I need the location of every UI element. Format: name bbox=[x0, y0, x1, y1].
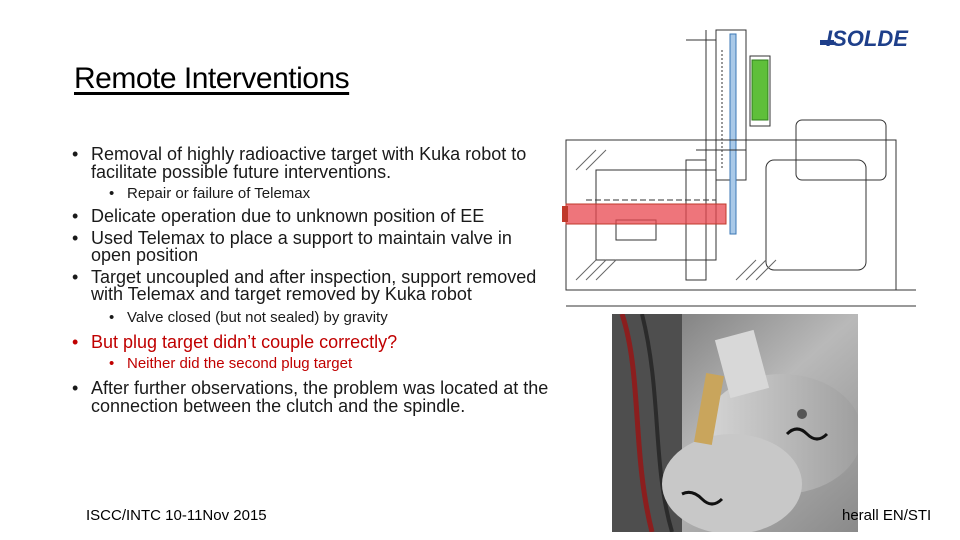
bullet-support: • Used Telemax to place a support to maintain valve in open position bbox=[72, 230, 552, 265]
technical-drawing bbox=[556, 20, 916, 318]
footer-author: herall EN/STI bbox=[842, 507, 932, 524]
bullet-plug-target: • But plug target didn’t couple correctly? bbox=[72, 334, 552, 352]
bullet-uncoupled: • Target uncoupled and after inspection, support removed with Telemax and target removed by Kuka robot bbox=[72, 269, 552, 304]
sub-bullet-second-plug: • Neither did the second plug target bbox=[72, 356, 552, 372]
bullet-delicate: • Delicate operation due to unknown position of EE bbox=[72, 208, 552, 226]
sub-bullet-telemax: • Repair or failure of Telemax bbox=[72, 186, 552, 202]
intervention-photo bbox=[612, 314, 858, 532]
slide-title: Remote Interventions bbox=[74, 62, 350, 95]
bullet-observations: • After further observations, the problem was located at the connection between the clutch and the spindle. bbox=[72, 380, 552, 415]
bullet-list bbox=[72, 146, 552, 415]
logo-text: ISOLDE bbox=[826, 26, 908, 51]
bullet-removal: • Removal of highly radioactive target with Kuka robot to facilitate possible future interventions. bbox=[72, 146, 552, 181]
sub-bullet-valve: • Valve closed (but not sealed) by gravity bbox=[72, 310, 552, 326]
footer-date: ISCC/INTC 10-11Nov 2015 bbox=[86, 507, 267, 524]
